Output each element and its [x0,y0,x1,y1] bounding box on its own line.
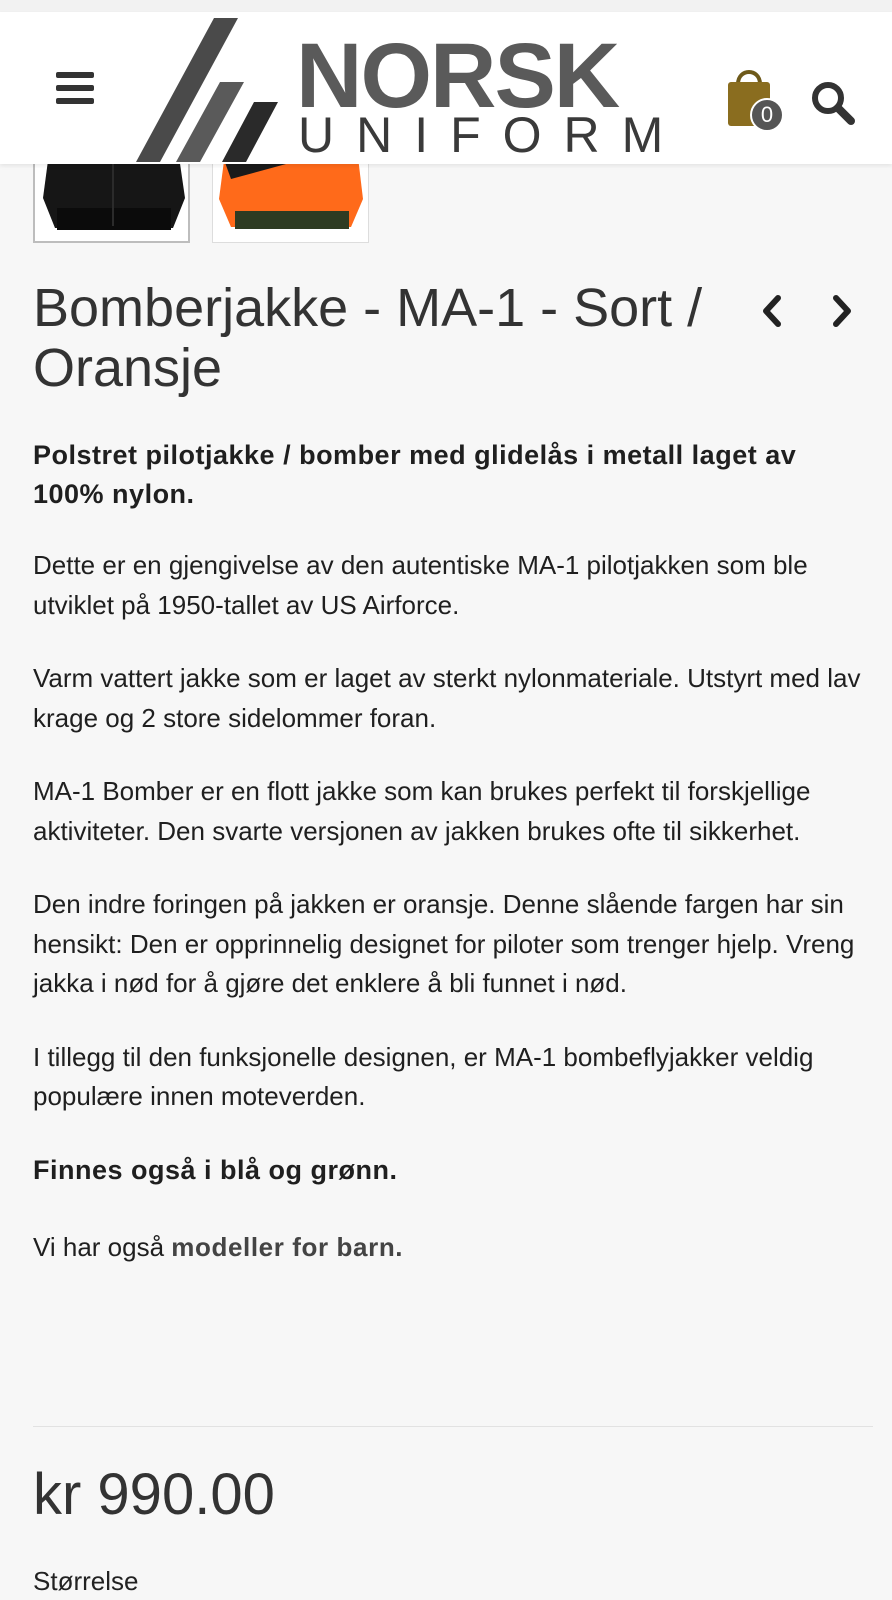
kids-models-prefix: Vi har også [33,1232,172,1262]
product-price: kr 990.00 [33,1462,275,1527]
size-label: Størrelse [33,1566,139,1596]
hamburger-menu-icon[interactable] [56,72,94,106]
description-paragraph: Varm vattert jakke som er laget av sterkt nylonmateriale. Utstyrt med lav krage og 2 store sidelommer foran. [33,663,861,733]
site-header [0,12,892,164]
description-paragraph: MA-1 Bomber er en flott jakke som kan brukes perfekt til forskjellige aktiviteter. Den svarte versjonen av jakken brukes ofte til sikkerhet. [33,776,811,846]
logo-text-norsk: NORSK [296,25,619,127]
description-paragraph: Den indre foringen på jakken er oransje. Denne slående fargen har sin hensikt: Den er opprinnelig designet for piloter som trenger hjelp. Vreng jakka i nød for å gjøre det enklere å bli funnet i nød. [33,889,855,998]
logo-text-uniform: UNIFORM [298,107,686,163]
cart-button[interactable] [724,64,784,134]
kids-models-link[interactable]: modeller for barn. [171,1232,404,1262]
search-icon[interactable] [810,80,856,126]
divider [33,1426,873,1427]
description-paragraph: I tillegg til den funksjonelle designen, er MA-1 bombeflyjakker veldig populære innen moteverden. [33,1041,814,1111]
norsk-uniform-logo[interactable] [136,16,696,166]
next-product-chevron-right-icon[interactable] [826,292,856,330]
kids-models-line [33,1228,873,1268]
description-paragraph: Dette er en gjengivelse av den autentiske MA-1 pilotjakken som ble utviklet på 1950-tallet av US Airforce. [33,550,808,620]
description-lead: Polstret pilotjakke / bomber med glidelås i metall laget av 100% nylon. [33,440,797,509]
cart-count-badge: 0 [750,98,784,132]
product-title: Bomberjakke - MA-1 - Sort / Oransje [33,278,703,398]
logo-mark-icon [136,16,306,166]
top-strip [0,0,892,12]
also-available-note: Finnes også i blå og grønn. [33,1154,398,1185]
product-description [33,436,873,1302]
previous-product-chevron-left-icon[interactable] [758,292,788,330]
